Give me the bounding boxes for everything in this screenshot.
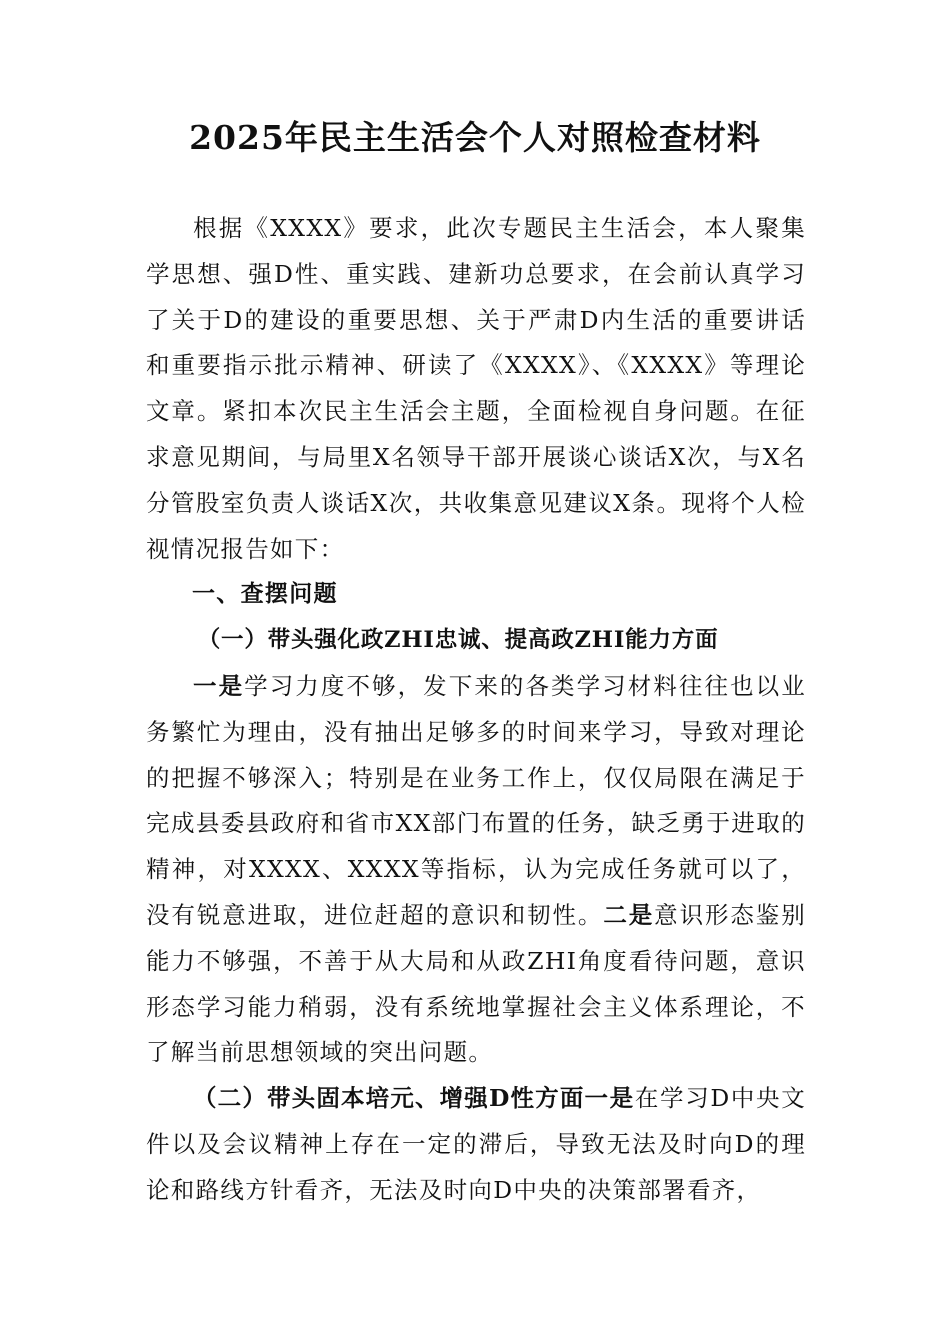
- paragraph-party-spirit: [146, 1076, 806, 1213]
- point-text-party-first: 在学习D中央文件以及会议精神上存在一定的滞后，导致无法及时向D的理论和路线方针看齐，无法及时向D中央的决策部署看齐，: [146, 1084, 806, 1204]
- paragraph-political-loyalty: [146, 664, 806, 1076]
- document-body: [146, 206, 806, 1214]
- point-lead-first: 一是: [193, 671, 245, 700]
- intro-paragraph: 根据《XXXX》要求，此次专题民主生活会，本人聚集学思想、强D性、重实践、建新功总要求，在会前认真学习了关于D的建设的重要思想、关于严肃D内生活的重要讲话和重要指示批示精神、研读了《XXXX》、《XXXX》等理论文章。紧扣本次民主生活会主题，全面检视自身问题。在征求意见期间，与局里X名领导干部开展谈心谈话X次，与X名分管股室负责人谈话X次，共收集意见建议X条。现将个人检视情况报告如下：: [146, 214, 806, 563]
- document-title: 2025年民主生活会个人对照检查材料: [189, 118, 761, 157]
- subsection-heading-political-loyalty: （一）带头强化政ZHI忠诚、提高政ZHI能力方面: [197, 627, 719, 654]
- point-text-first: 学习力度不够，发下来的各类学习材料往往也以业务繁忙为理由，没有抽出足够多的时间来学习，导致对理论的把握不够深入；特别是在业务工作上，仅仅局限在满足于完成县委县政府和省市XX部门布置的任务，缺乏勇于进取的精神，对XXXX、XXXX等指标，认为完成任务就可以了，没有锐意进取，进位赶超的意识和韧性。: [146, 671, 806, 929]
- section-heading-problems: 一、查摆问题: [192, 581, 338, 608]
- point-lead-second: 二是: [603, 900, 655, 929]
- point-lead-party-first: 一是: [584, 1084, 635, 1113]
- subsection-heading-party-spirit: （二）带头固本培元、增强D性方面: [193, 1084, 585, 1113]
- point-text-second: 意识形态鉴别能力不够强，不善于从大局和从政ZHI角度看待问题，意识形态学习能力稍弱，没有系统地掌握社会主义体系理论，不了解当前思想领域的突出问题。: [146, 900, 806, 1067]
